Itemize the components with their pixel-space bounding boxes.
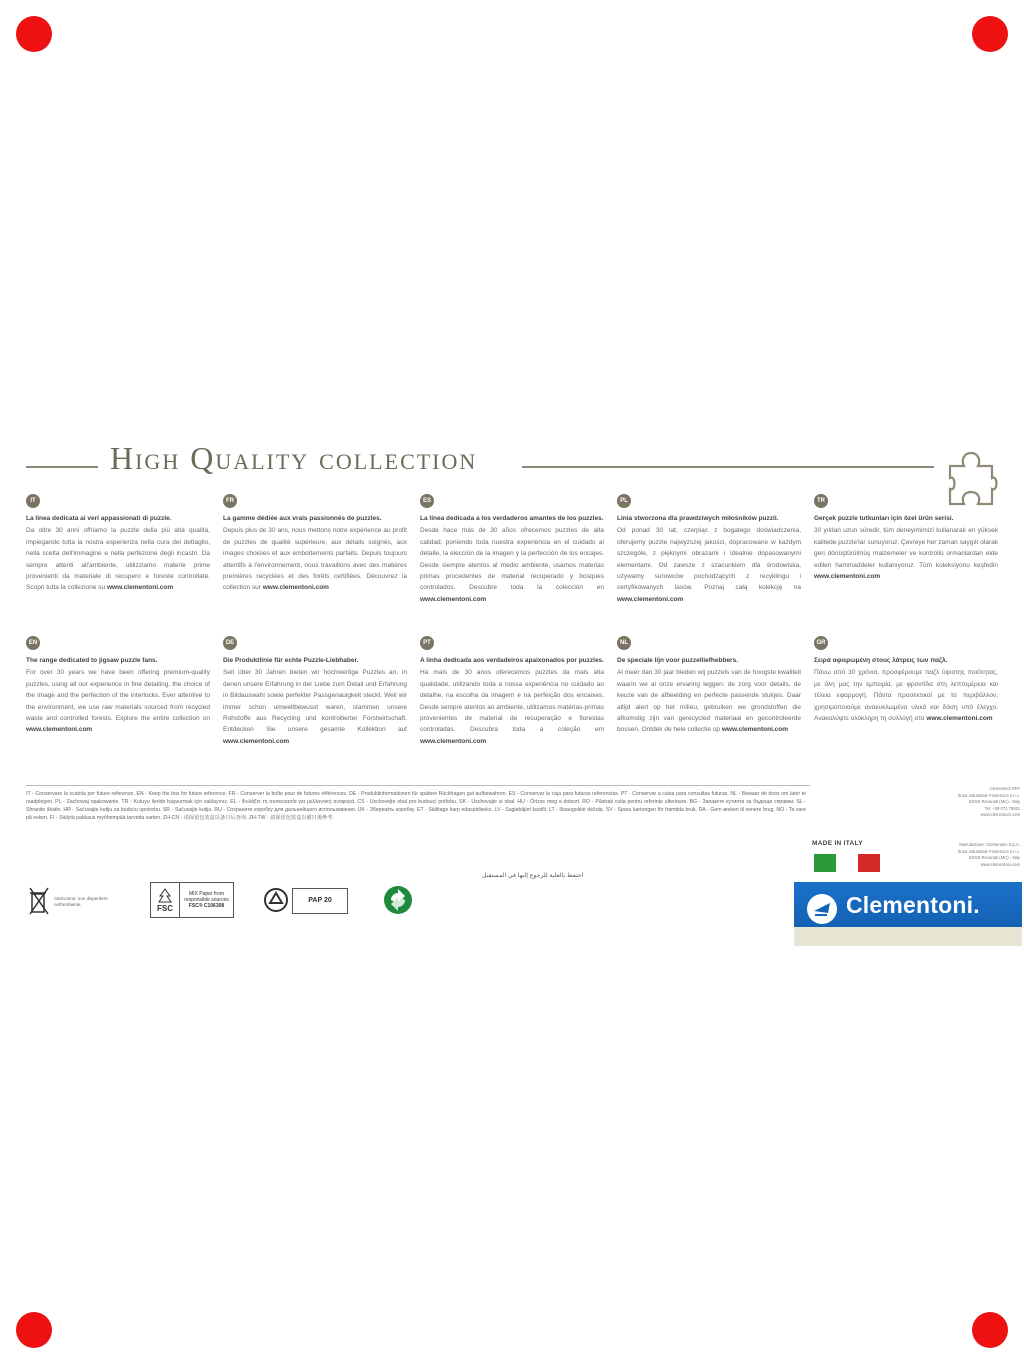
language-heading: De speciale lijn voor puzzelliefhebbers. xyxy=(617,657,739,664)
company-line: 62019 Recanati (MC) - Italy xyxy=(968,799,1020,804)
language-url[interactable]: www.clementoni.com xyxy=(26,726,93,734)
language-badge: DE xyxy=(223,636,237,650)
language-more-label: Explore the entire collection on xyxy=(115,714,210,722)
language-more-label: Entdecken Sie unsere gesamte Kollektion auf xyxy=(223,726,407,734)
language-url[interactable]: www.clementoni.com xyxy=(721,726,789,734)
language-more xyxy=(223,726,407,744)
fsc-code: FSC® C106308 xyxy=(188,903,225,909)
language-badge: EN xyxy=(26,636,40,650)
language-body-text: Há mais de 30 anos oferecemos puzzles da mais alta qualidade, utilizando toda a nossa experiência no cuidado ao detalhe, na escolha da imagem e na perfeição dos encaixes. Desde sempre atentos ao ambiente, utilizamos matérias-primas provenientes de material de recuperação e florestas controladas. xyxy=(420,669,604,734)
bin-text: Attenzione: non disperdere nell'ambiente. xyxy=(54,896,108,908)
language-body xyxy=(814,525,998,582)
language-body-text: Al meer dan 30 jaar bieden wij puzzels van de hoogste kwaliteit waarin we al onze ervaring leggen: de zorg voor details, de keuze van de afbeelding en perfecte passende stukjes. Daar altijd alert op het milieu, gebruiken we grondstoffen die afkomstig zijn van gerecycled materiaal en gecontroleerde bossen. xyxy=(617,669,801,734)
fsc-icon xyxy=(150,882,234,918)
fsc-text: MIX Paper from responsible sources xyxy=(184,891,229,903)
fsc-label: FSC xyxy=(157,903,173,913)
legal-text: IT - Conservare la scatola per future referenze. EN - Keep the box for future reference. FR - Conserver la boîte pour de futures références. DE - Produktinformationen für spätere Rückfragen gut aufbewahren. ES - Conservar la caja para futuras referencias. PT - Conservar a caixa para consultas futuras. NL - Bewaar de doos om later te raadplegen. PL - Zachowaj opakowanie. TR - Kutuyu ileride başvurmak için saklayınız. EL - Φυλάξτε τη συσκευασία για μελλοντική αναφορά. CS - Uschovejte obal pro budoucí potřebu. SK - Uschovajte si obal. HU - Őrizze meg a dobozt. RO - Păstrați cutia pentru referințe ulterioare. BG - Запазете кутията за бъдещи справки. SL - Shranite škatlo. HR - Sačuvajte kutiju za buduću upotrebu. SR - Sačuvajte kutiju. RU - Сохраните коробку для дальнейшего использования. UK - Збережіть коробку. ET - Säilitage karp edaspidiseks. LV - Saglabājiet kastīti. LT - Išsaugokite dėžutę. SV - Spara kartongen för framtida bruk. DA - Gem æsken til senere brug. NO - Ta vare på esken. FI - Säilytä pakkaus myöhempää tarvetta varten. ZH-CN - 请保留包装盒以备日后查询. ZH-TW - 請保留包裝盒以備日後參考. xyxy=(26,791,806,822)
corner-dot-bottom-left xyxy=(16,1312,52,1348)
arabic-text: احتفظ بالعلبة للرجوع إليها في المستقبل xyxy=(482,872,584,879)
company-line: Zona Industriale Fontenoce s.n.c. xyxy=(957,792,1020,798)
brand-name: Clementoni. xyxy=(846,892,980,918)
company-line: www.clementoni.com xyxy=(980,812,1020,817)
language-heading: Gerçek puzzle tutkunları için özel ürün serisi. xyxy=(814,515,954,522)
company-line: 62019 Recanati (MC) - Italy xyxy=(968,855,1020,860)
language-badge: GR xyxy=(814,636,828,650)
clementoni-logo-icon xyxy=(806,893,838,925)
language-badge: FR xyxy=(223,494,237,508)
language-badge: ES xyxy=(420,494,434,508)
language-url[interactable]: www.clementoni.com xyxy=(106,584,174,592)
language-heading: Die Produktlinie für echte Puzzle-Liebhaber. xyxy=(223,657,359,664)
language-body xyxy=(814,667,998,724)
made-in-italy-label: MADE IN ITALY xyxy=(812,840,863,847)
language-block-fr xyxy=(223,494,407,594)
corner-dot-bottom-right xyxy=(972,1312,1008,1348)
title-line-right xyxy=(522,466,934,468)
language-block-es xyxy=(420,494,604,605)
company-line: Clementoni SPA xyxy=(989,786,1020,791)
language-body-text: Πάνω από 30 χρόνια, προσφέρουμε παζλ ύψιστης ποιότητας, με όλη μας την εμπειρία, με φροντίδα στη λεπτομέρεια και τέλεια εφαρμογή. Πάντα προσεκτικοί με το περιβάλλον, χρησιμοποιούμε ανακυκλωμένα υλικά και δάση υπό έλεγχο. xyxy=(814,669,998,711)
corner-dot-top-left xyxy=(16,16,52,52)
language-body-text: Depuis plus de 30 ans, nous mettons notre expérience au profit de puzzles de qualité supérieure, aux détails soignés, aux images choisies et aux emboîtements parfaits. Depuis toujours attentifs à l'environnement, nous travaillons avec des matières premières recyclées et des forêts certifiées. xyxy=(223,527,407,580)
language-heading: Linia stworzona dla prawdziwych miłośników puzzli. xyxy=(617,515,779,522)
language-block-tr xyxy=(814,494,998,582)
language-body xyxy=(420,525,604,605)
company-line: www.clementoni.com xyxy=(980,861,1020,867)
collection-title: High Quality collection xyxy=(110,440,478,476)
language-body xyxy=(617,525,801,605)
language-heading: La gamme dédiée aux vrais passionnés de puzzles. xyxy=(223,515,382,522)
corner-dot-top-right xyxy=(972,16,1008,52)
language-block-pt xyxy=(420,636,604,747)
language-more xyxy=(26,584,173,591)
language-more xyxy=(642,726,788,733)
language-url[interactable]: www.clementoni.com xyxy=(262,584,329,592)
recycling-symbol-icon xyxy=(262,886,290,914)
language-heading: Σειρά αφιερωμένη στους λάτρεις των παζλ. xyxy=(814,657,948,664)
language-body xyxy=(223,525,407,593)
pap-icon xyxy=(292,888,348,914)
company-line: Zona Industriale Fontenoce s.n.c. xyxy=(957,848,1020,854)
recycle-bin-icon xyxy=(28,886,50,916)
green-dot-icon xyxy=(382,884,414,916)
language-url[interactable]: www.clementoni.com xyxy=(420,737,487,745)
company-line: Manufacturer: Clementoni S.p.A. xyxy=(959,842,1020,847)
language-more-label: Scopri tutta la collezione su xyxy=(26,584,106,592)
language-heading: A linha dedicada aos verdadeiros apaixonados por puzzles. xyxy=(420,657,604,664)
manufacturer-info xyxy=(906,842,1020,868)
language-body-text: Desde hace más de 30 años ofrecemos puzzles de alta calidad, poniendo toda nuestra experiencia en el cuidado al detalle, la elección de la imagen y la perfección de los encajes. Desde siempre atentos al medio ambiente, usamos materias primas procedentes de material recuperado y bosques controlados. xyxy=(420,527,604,592)
italy-flag-icon xyxy=(814,854,880,872)
language-badge: PT xyxy=(420,636,434,650)
language-badge: IT xyxy=(26,494,40,508)
language-heading: The range dedicated to jigsaw puzzle fans. xyxy=(26,657,158,664)
language-body xyxy=(26,525,210,593)
language-more-label: Découvrez la collection sur xyxy=(223,572,408,592)
language-block-de xyxy=(223,636,407,747)
language-body-text: Od ponad 30 lat, czerpiąc z bogatego doświadczenia, oferujemy puzzle najwyższej jakości, dopracowane w każdym szczególe, z pięknymi obrazami i idealnie dopasowanymi elementami. Od zawsze z szacunkiem dla środowiska, używamy surowców pochodzących z recyklingu i certyfikowanych lasów. xyxy=(617,527,801,592)
language-badge: TR xyxy=(814,494,828,508)
language-badge: NL xyxy=(617,636,631,650)
title-line-left xyxy=(26,466,98,468)
language-heading: La linea dedicata ai veri appassionati di puzzle. xyxy=(26,515,172,522)
title-row xyxy=(22,440,1022,486)
language-url[interactable]: www.clementoni.com xyxy=(223,737,290,745)
language-body xyxy=(26,667,210,735)
language-more-label: Descubre toda la colección en xyxy=(469,584,604,592)
language-badge: PL xyxy=(617,494,631,508)
language-more-label: Tüm koleksiyonu keşfedin xyxy=(919,561,998,569)
language-body-text: 30 yıldan uzun süredir, tüm deneyimimizi kullanarak en yüksek kalitede puzzle'lar sunuyoruz. Çevreye her zaman saygılı olarak geri dönüştürülmüş malzemeler ve kontrollü ormanlardan elde edilen hammaddeler kullanıyoruz. xyxy=(814,527,998,569)
certification-icons xyxy=(26,878,446,918)
language-body xyxy=(223,667,407,747)
box-back-panel xyxy=(22,432,1022,946)
language-block-nl xyxy=(617,636,801,736)
language-more xyxy=(814,715,993,722)
language-block-gr xyxy=(814,636,998,724)
company-info xyxy=(864,786,1020,819)
language-block-en xyxy=(26,636,210,736)
language-body-text: Seit über 30 Jahren bieten wir hochwertige Puzzles an, in denen unsere Erfahrung in der Liebe zum Detail und Erfahrung in Bildauswahl sowie perfekter Passgenauigkeit steckt. Weil wir immer schon umweltbewusst waren, stammen unsere Rohstoffe aus Recycling und kontrollierter Forstwirtschaft. xyxy=(223,669,407,722)
language-more-label: Ontdek de hele collectie op xyxy=(641,726,721,734)
language-more-label: Poznaj całą kolekcję na xyxy=(704,584,801,592)
language-heading: La línea dedicada a los verdaderos amantes de los puzzles. xyxy=(420,515,604,522)
divider xyxy=(26,785,810,786)
company-line: Tel. +39 071 75811 xyxy=(984,805,1020,811)
language-more-label: Descubra toda a coleção em xyxy=(470,726,604,734)
clementoni-logo xyxy=(794,882,1022,946)
language-block-it xyxy=(26,494,210,594)
language-block-pl xyxy=(617,494,801,605)
language-more-label: Ανακαλύψτε ολόκληρη τη συλλογή στο xyxy=(814,714,925,722)
language-body-text: Da oltre 30 anni offriamo la puzzle della più alta qualità, impiegando tutta la nostra esperienza nella cura del dettaglio, nella scelta dell'immagine e nella perfezione degli incastri. Da sempre attenti all'ambiente, utilizziamo materie prime provenienti da materiale di recupero e foreste controllate. xyxy=(26,527,210,580)
language-url[interactable]: www.clementoni.com xyxy=(926,714,993,722)
language-url[interactable]: www.clementoni.com xyxy=(420,595,487,603)
pap-label: PAP 20 xyxy=(308,897,332,904)
language-body-text: For over 30 years we have been offering premium-quality puzzles, using all our experience in fine detailing, the choice of the image and the perfection of the interlocks. Ever attentive to the environment, we use raw materials sourced from recycled waste and controlled forests. xyxy=(26,669,210,722)
language-body xyxy=(420,667,604,747)
language-body xyxy=(617,667,801,735)
language-url[interactable]: www.clementoni.com xyxy=(814,572,881,580)
language-url[interactable]: www.clementoni.com xyxy=(617,595,684,603)
